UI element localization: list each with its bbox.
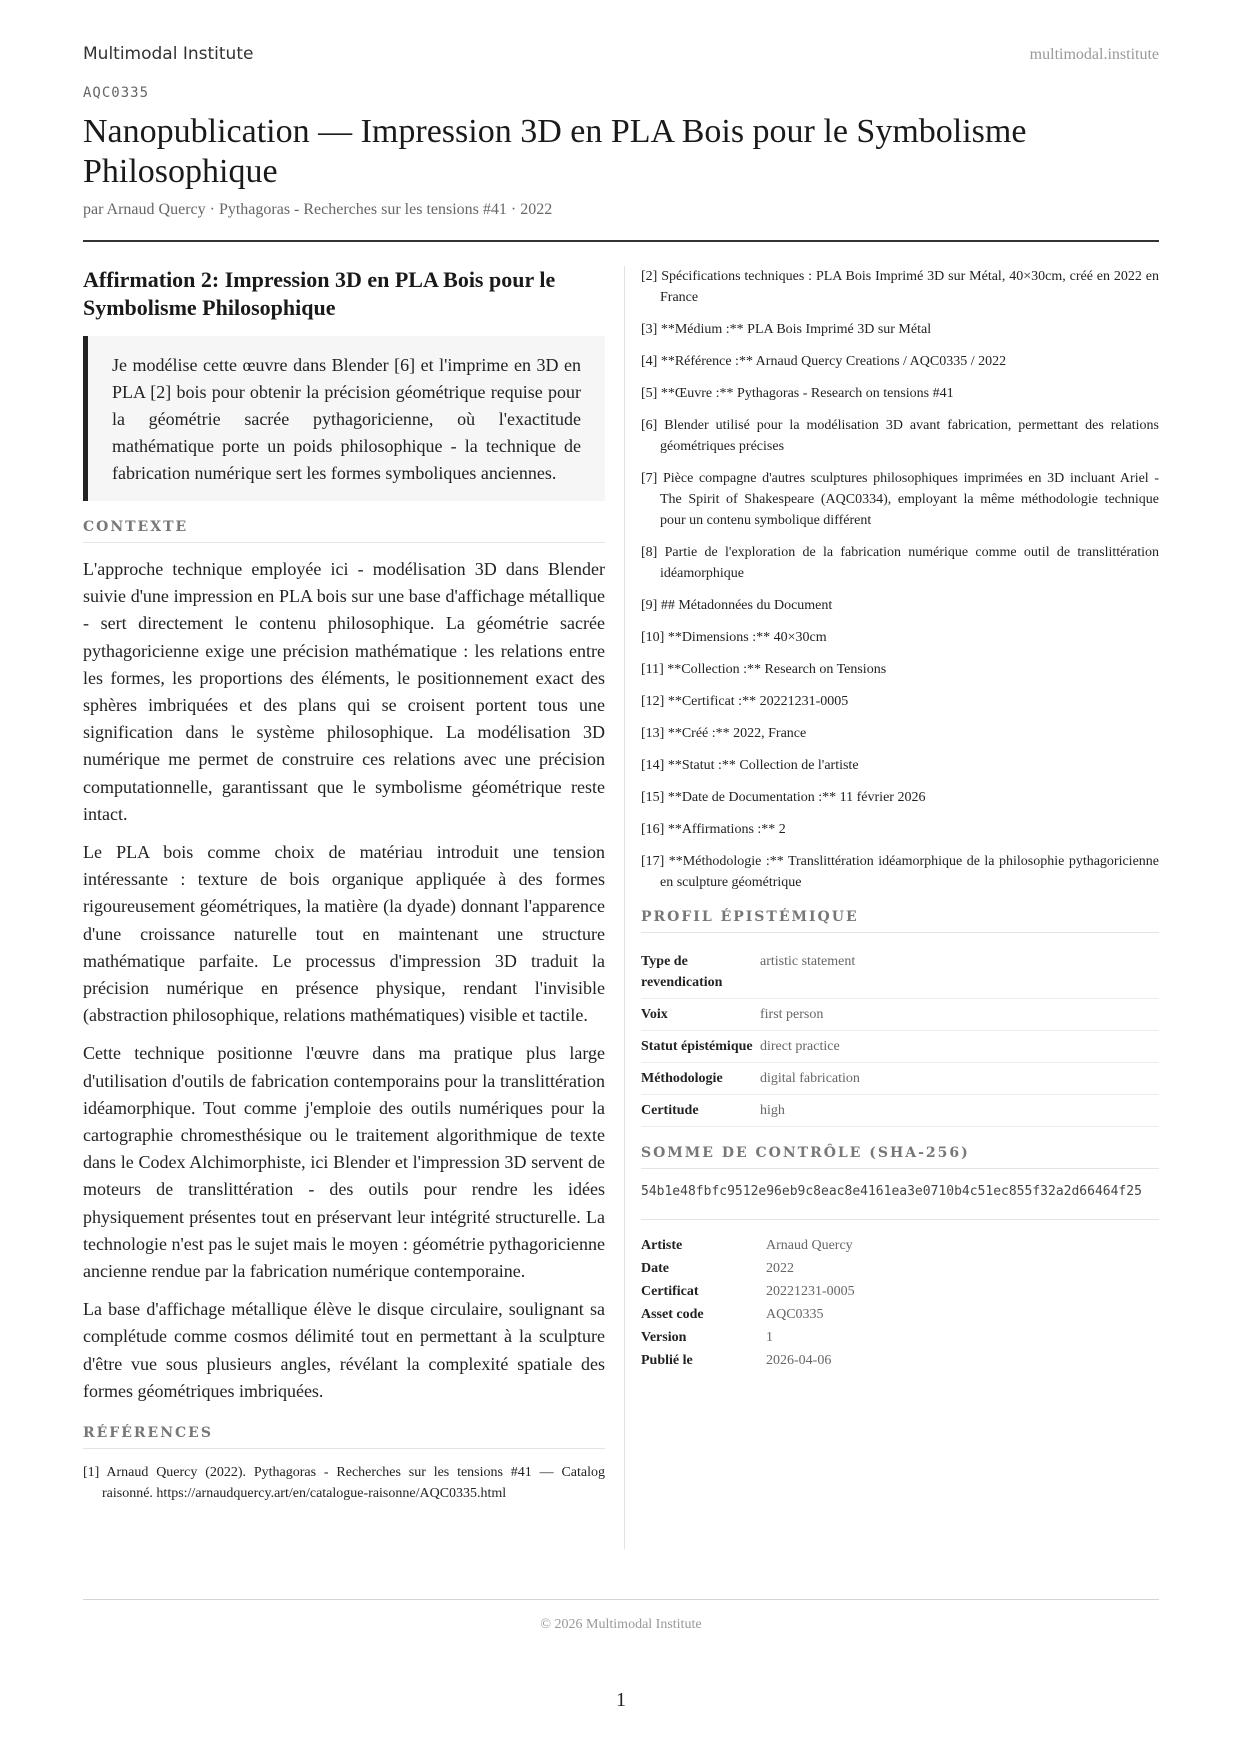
profile-key: Statut épistémique — [641, 1031, 760, 1063]
page-title: Nanopublication — Impression 3D en PLA Bois pour le Symbolisme Philosophique — [83, 113, 1027, 190]
checksum-value: 54b1e48fbfc9512e96eb9c8eac8e4161ea3e0710b4c51ec855f32a2d66464f25 — [641, 1182, 1159, 1220]
top-bar — [83, 44, 1159, 68]
metadata-key: Artiste — [641, 1238, 683, 1253]
epistemic-profile-table — [641, 946, 1159, 1127]
reference-item: [11] **Collection :** Research on Tensions — [641, 662, 887, 677]
asset-code: AQC0335 — [83, 85, 150, 101]
table-row — [641, 999, 1159, 1031]
reference-item: [9] ## Métadonnées du Document — [641, 598, 833, 613]
metadata-value: 2026-04-06 — [766, 1353, 832, 1368]
reference-item: [2] Spécifications techniques : PLA Bois Imprimé 3D sur Métal, 40×30cm, créé en 2022 en France — [641, 269, 1159, 305]
metadata-value: 1 — [766, 1330, 773, 1345]
reference-item: [13] **Créé :** 2022, France — [641, 726, 807, 741]
profile-value: high — [760, 1095, 1159, 1127]
table-row — [641, 946, 1159, 999]
epistemic-profile-heading: PROFIL ÉPISTÉMIQUE — [641, 909, 1159, 933]
metadata-key: Publié le — [641, 1353, 693, 1368]
profile-value: direct practice — [760, 1031, 1159, 1063]
metadata-value: AQC0335 — [766, 1307, 824, 1322]
context-paragraph: L'approche technique employée ici - modélisation 3D dans Blender suivie d'une impression en PLA bois sur une base d'affichage métallique - sert directement le contenu philosophique. La géométrie sacrée pythagoricienne exige une précision mathématique : les relations entre les formes, les proportions des éléments, le positionnement exact des sphères imbriquées et des plans qui se croisent portent tous une signification dans le système philosophique. La modélisation 3D numérique me permet de construire ces relations avec une précision computationnelle, garantissant que le symbolisme géométrique reste intact. — [83, 559, 605, 824]
profile-value: first person — [760, 999, 1159, 1031]
context-heading: CONTEXTE — [83, 519, 605, 543]
table-row — [641, 1349, 855, 1372]
metadata-key: Certificat — [641, 1284, 699, 1299]
context-paragraph: Cette technique positionne l'œuvre dans ma pratique plus large d'utilisation d'outils de fabrication contemporains pour la translittération idéamorphique. Tout comme j'emploie des outils numériques pour la cartographie chromesthésique ou le traitement algorithmique de texte dans le Codex Alchimorphiste, ici Blender et l'impression 3D servent de moteurs de translittération - des outils pour rendre les idées physiquement présentes tout en préservant leur intégrité structurelle. La technologie n'est pas le sujet mais le moyen : géométrie pythagoricienne ancienne rendue par la fabrication numérique contemporaine. — [83, 1043, 605, 1282]
site-url-link[interactable]: multimodal.institute — [1029, 46, 1159, 63]
references-list-continued — [641, 266, 1159, 893]
table-row — [641, 1095, 1159, 1127]
footer-divider — [83, 1599, 1159, 1600]
profile-key: Méthodologie — [641, 1063, 760, 1095]
document-page — [83, 0, 1159, 1754]
reference-item: [1] Arnaud Quercy (2022). Pythagoras - Recherches sur les tensions #41 — Catalog raisonné. https://arnaudquercy.art/en/catalogue-raisonne/AQC0335.html — [83, 1465, 605, 1502]
reference-item: [7] Pièce compagne d'autres sculptures philosophiques imprimées en 3D incluant Ariel - The Spirit of Shakespeare (AQC0334), employant la même méthodologie technique pour un contenu symbolique différent — [641, 471, 1159, 528]
page-number: 1 — [616, 1689, 626, 1711]
site-name: Multimodal Institute — [83, 44, 254, 64]
column-divider — [624, 266, 625, 1549]
table-row — [641, 1303, 855, 1326]
profile-key: Type de revendication — [641, 946, 760, 999]
reference-item: [15] **Date de Documentation :** 11 février 2026 — [641, 790, 926, 805]
metadata-value: 20221231-0005 — [766, 1284, 855, 1299]
table-row — [641, 1234, 855, 1257]
reference-item: [3] **Médium :** PLA Bois Imprimé 3D sur Métal — [641, 322, 932, 337]
claim-title: Affirmation 2: Impression 3D en PLA Bois pour le Symbolisme Philosophique — [83, 267, 556, 320]
footer-copyright: © 2026 Multimodal Institute — [540, 1617, 702, 1632]
byline: par Arnaud Quercy · Pythagoras - Recherches sur les tensions #41 · 2022 — [83, 201, 553, 218]
metadata-value: Arnaud Quercy — [766, 1238, 853, 1253]
profile-key: Voix — [641, 999, 760, 1031]
references-heading: RÉFÉRENCES — [83, 1425, 605, 1449]
reference-item: [16] **Affirmations :** 2 — [641, 822, 786, 837]
profile-key: Certitude — [641, 1095, 760, 1127]
profile-value: digital fabrication — [760, 1063, 1159, 1095]
reference-item: [4] **Référence :** Arnaud Quercy Creations / AQC0335 / 2022 — [641, 354, 1007, 369]
context-body — [83, 556, 605, 1405]
table-row — [641, 1280, 855, 1303]
reference-item: [14] **Statut :** Collection de l'artiste — [641, 758, 859, 773]
main-column — [83, 266, 605, 1515]
metadata-key: Asset code — [641, 1307, 704, 1322]
references-list — [83, 1462, 605, 1504]
table-row — [641, 1326, 855, 1349]
reference-item: [5] **Œuvre :** Pythagoras - Research on tensions #41 — [641, 386, 954, 401]
context-paragraph: Le PLA bois comme choix de matériau introduit une tension intéressante : texture de bois organique appliquée à des formes rigoureusement géométriques, la matière (la dyade) donnant l'apparence d'une croissance naturelle tout en maintenant une structure mathématique parfaite. Le processus d'impression 3D traduit la précision numérique en présence physique, rendant l'invisible (abstraction philosophique, relations mathématiques) visible et tactile. — [83, 842, 605, 1026]
side-column — [641, 266, 1159, 1372]
reference-item: [10] **Dimensions :** 40×30cm — [641, 630, 827, 645]
profile-value: artistic statement — [760, 946, 1159, 999]
claim-quote — [83, 336, 605, 501]
reference-item: [12] **Certificat :** 20221231-0005 — [641, 694, 849, 709]
claim-quote-text: Je modélise cette œuvre dans Blender [6] et l'imprime en 3D en PLA [2] bois pour obtenir la précision géométrique requise pour la géométrie sacrée pythagoricienne, où l'exactitude mathématique porte un poids philosophique - la technique de fabrication numérique sert les formes symboliques anciennes. — [112, 355, 581, 483]
metadata-table — [641, 1234, 855, 1372]
table-row — [641, 1031, 1159, 1063]
table-row — [641, 1257, 855, 1280]
reference-item: [17] **Méthodologie :** Translittération idéamorphique de la philosophie pythagoricienne en sculpture géométrique — [641, 854, 1159, 890]
table-row — [641, 1063, 1159, 1095]
checksum-heading: SOMME DE CONTRÔLE (SHA-256) — [641, 1145, 1159, 1169]
reference-item: [6] Blender utilisé pour la modélisation 3D avant fabrication, permettant des relations géométriques précises — [641, 418, 1159, 454]
reference-item: [8] Partie de l'exploration de la fabrication numérique comme outil de translittération idéamorphique — [641, 545, 1159, 581]
metadata-value: 2022 — [766, 1261, 794, 1276]
metadata-key: Version — [641, 1330, 687, 1345]
context-paragraph: La base d'affichage métallique élève le disque circulaire, soulignant sa complétude comme cosmos délimité tout en permettant à la sculpture d'être vue sous plusieurs angles, révélant la complexité spatiale des formes géométriques imbriquées. — [83, 1299, 605, 1401]
metadata-key: Date — [641, 1261, 669, 1276]
header-divider — [83, 240, 1159, 242]
